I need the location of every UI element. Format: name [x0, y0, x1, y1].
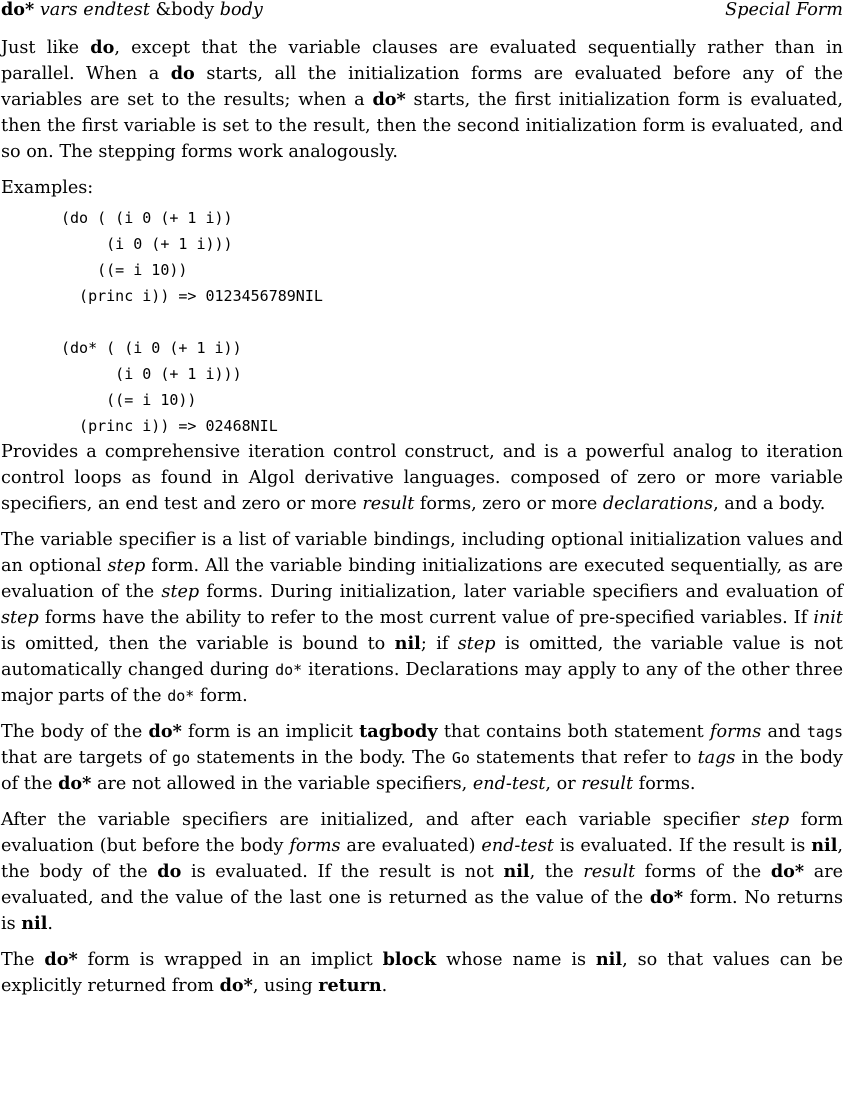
- paragraph-body: [1, 719, 843, 797]
- text: , except that the variable clauses are evaluated sequentially rather than in parallel. When a: [1, 38, 843, 84]
- text: The: [1, 950, 45, 970]
- text: After the variable specifiers are initialized, and after each variable specifier: [1, 810, 752, 830]
- text: Just like: [1, 38, 91, 58]
- text: , or: [545, 774, 582, 794]
- term-do: do: [157, 861, 182, 882]
- text: whose name is: [436, 950, 596, 970]
- term-step: step: [161, 582, 200, 602]
- term-tagbody: tagbody: [359, 721, 438, 742]
- text: The body of the: [1, 722, 149, 742]
- text: , the: [529, 862, 584, 882]
- text: form. No returns is: [1, 888, 843, 934]
- term-do-star: do*: [148, 721, 182, 742]
- term-nil: nil: [503, 861, 530, 882]
- term-nil: nil: [595, 949, 623, 970]
- term-nil: nil: [21, 913, 48, 934]
- text: , so that values can be explicitly returned from: [1, 950, 843, 996]
- code-line: (i 0 (+ 1 i))): [61, 235, 233, 253]
- signature-args: vars endtest: [39, 0, 150, 20]
- text: in the body of the: [1, 748, 844, 794]
- term-result: result: [362, 494, 415, 514]
- text: is omitted, the variable value is not automatically changed during: [1, 634, 843, 680]
- text: Provides a comprehensive iteration control construct, and is a powerful analog to iteration control loops as found in Algol derivative languages. composed of zero or more variable specifiers, an end test and zero or more: [1, 442, 843, 514]
- term-step: step: [1, 608, 39, 628]
- text: statements that refer to: [469, 748, 698, 768]
- text: that contains both statement: [437, 722, 711, 742]
- term-end-test: end-test: [472, 774, 546, 794]
- text: are not allowed in the variable specifiers,: [91, 774, 473, 794]
- term-step: step: [751, 810, 790, 830]
- text: that are targets of: [1, 748, 173, 768]
- code-spacer: [1, 309, 843, 335]
- code-example-1: [1, 205, 843, 309]
- term-do-star: do*: [372, 89, 406, 110]
- code-line: (do ( (i 0 (+ 1 i)): [61, 209, 233, 227]
- text: statements in the body. The: [190, 748, 452, 768]
- term-init: init: [813, 608, 843, 628]
- code-line: (do* ( (i 0 (+ 1 i)): [61, 339, 242, 357]
- text: are evaluated, and the value of the last one is returned as the value of the: [1, 862, 844, 908]
- term-do: do: [90, 37, 115, 58]
- paragraph-evaluation: [1, 807, 843, 937]
- code-go: go: [172, 749, 191, 767]
- text: is evaluated. If the result is: [553, 836, 812, 856]
- code-do-star: do*: [275, 661, 303, 679]
- term-result: result: [581, 774, 634, 794]
- text: , using: [252, 976, 319, 996]
- text: starts, the first initialization form is evaluated, then the first variable is set to the result, then the second initialization form is evaluated, and so on. The stepping forms work analogously.: [1, 90, 843, 162]
- term-result: result: [583, 862, 636, 882]
- code-tags: tags: [806, 723, 843, 741]
- code-line: (princ i)) => 0123456789NIL: [61, 287, 323, 305]
- code-line: ((= i 10)): [61, 261, 188, 279]
- entry-header: [1, 0, 843, 22]
- term-nil: nil: [811, 835, 838, 856]
- examples-label: Examples:: [1, 178, 94, 198]
- term-tags: tags: [697, 748, 736, 768]
- text: forms of the: [635, 862, 771, 882]
- term-forms: forms: [710, 722, 762, 742]
- code-go: Go: [451, 749, 470, 767]
- term-declarations: declarations: [602, 494, 714, 514]
- text: is omitted, then the variable is bound to: [1, 634, 395, 654]
- code-example-2: [1, 335, 843, 439]
- text: forms.: [633, 774, 696, 794]
- body-keyword: &body: [155, 0, 215, 20]
- document-page: [1, 0, 843, 999]
- text: , the body of the: [1, 836, 843, 882]
- term-do-star: do*: [219, 975, 253, 996]
- term-end-test: end-test: [481, 836, 554, 856]
- text: forms. During initialization, later variable specifiers and evaluation of: [199, 582, 843, 602]
- text: .: [381, 976, 388, 996]
- text: form is wrapped in an implict: [77, 950, 383, 970]
- paragraph-block: [1, 947, 843, 999]
- text: form. All the variable binding initializations are executed sequentially, as are evaluation of the: [1, 556, 843, 602]
- term-block: block: [382, 949, 437, 970]
- signature-body-arg: body: [219, 0, 263, 20]
- code-line: (i 0 (+ 1 i))): [61, 365, 242, 383]
- paragraph-variable-specifier: [1, 527, 843, 709]
- term-nil: nil: [394, 633, 421, 654]
- term-do-star: do*: [58, 773, 92, 794]
- text: form evaluation (but before the body: [1, 810, 843, 856]
- text: starts, all the initialization forms are evaluated before any of the variables are set to the results; when a: [1, 64, 843, 110]
- text: is evaluated. If the result is not: [181, 862, 504, 882]
- text: .: [47, 914, 54, 934]
- paragraph-overview: [1, 439, 843, 517]
- text: iterations. Declarations may apply to any of the other three major parts of the: [1, 660, 843, 706]
- text: ; if: [420, 634, 458, 654]
- term-step: step: [107, 556, 146, 576]
- text: are evaluated): [340, 836, 482, 856]
- term-do: do: [170, 63, 195, 84]
- entry-signature: [1, 0, 263, 20]
- code-line: ((= i 10)): [61, 391, 197, 409]
- text: , and a body.: [713, 494, 826, 514]
- term-do-star: do*: [770, 861, 805, 882]
- text: forms, zero or more: [414, 494, 603, 514]
- text: forms have the ability to refer to the most current value of pre-specified variables. If: [38, 608, 814, 628]
- term-return: return: [318, 975, 382, 996]
- text: form is an implicit: [181, 722, 360, 742]
- operator-name: do*: [1, 0, 35, 20]
- paragraph-intro: [1, 35, 843, 165]
- text: form.: [194, 686, 248, 706]
- term-forms: forms: [289, 836, 341, 856]
- text: and: [761, 722, 807, 742]
- code-do-star: do*: [167, 687, 195, 705]
- text: The variable specifier is a list of variable bindings, including optional initialization values and an optional: [1, 530, 843, 576]
- term-step: step: [457, 634, 496, 654]
- code-line: (princ i)) => 02468NIL: [61, 417, 278, 435]
- entry-kind: Special Form: [725, 0, 843, 20]
- term-do-star: do*: [649, 887, 684, 908]
- term-do-star: do*: [44, 949, 78, 970]
